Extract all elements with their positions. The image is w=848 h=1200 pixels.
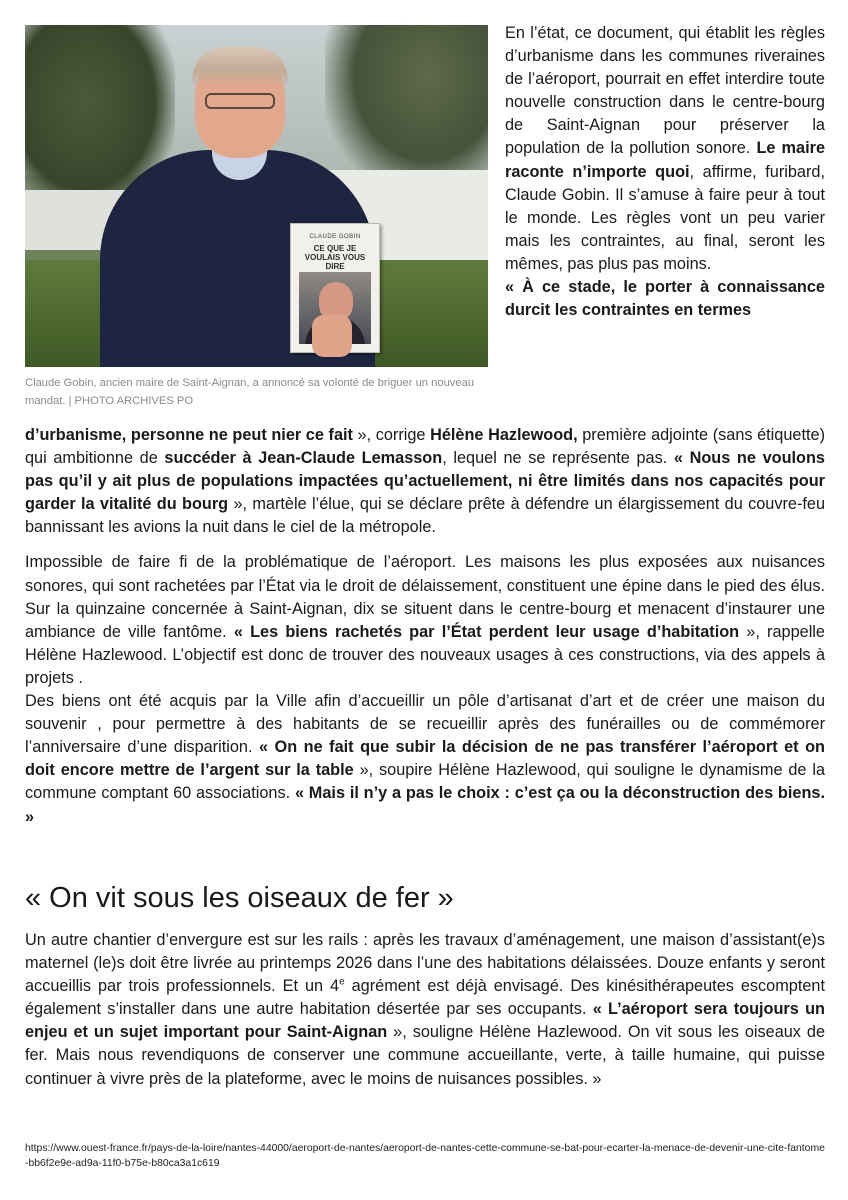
p2-text-4: », martèle l’élue, qui se déclare prête à défendre un élargissement du couvre-feu bannissant les avions la nuit dans le ciel de la métropole. [25, 495, 826, 537]
p2-text: », corrige [352, 426, 431, 444]
paragraph-2 [25, 424, 825, 539]
p5-quote: « L’aéroport sera toujours un enjeu et un sujet important pour Saint-Aignan [25, 1000, 825, 1042]
p1-text: En l’état, ce document, qui établit les règles d’urbanisme dans les communes riveraines de l’aéroport, pourrait en effet interdire toute nouvelle construction dans le centre-bourg de Saint-Aignan pour préserver la population de la pollution sonore. [505, 24, 825, 158]
p1-quote: Le maire raconte n’importe quoi [505, 139, 825, 181]
right-column-text [505, 22, 825, 322]
person-glasses [205, 93, 275, 109]
paragraph-3 [25, 551, 825, 690]
photo-person [100, 45, 375, 367]
person-name: Hélène Hazlewood, [430, 426, 578, 444]
p4-text: Des biens ont été acquis par la Ville afin d’accueillir un pôle d’artisanat d’art et de créer une maison du souvenir , pour permettre à des habitants de se recueillir après des funérailles ou de commémorer l’anniversaire d’une disparition. [25, 692, 825, 757]
paragraph-2-start [505, 276, 825, 322]
p4-quote-2: « Mais il n’y a pas le choix : c’est ça ou la déconstruction des biens. » [25, 784, 825, 826]
p2-text-2: première adjointe (sans étiquette) qui ambitionne de [25, 426, 825, 468]
person-hand [312, 315, 352, 357]
source-url[interactable]: https://www.ouest-france.fr/pays-de-la-loire/nantes-44000/aeroport-de-nantes/aeroport-de-nantes-cette-commune-se-bat-pour-ecarter-la-menace-de-devenir-une-cite-fantome-bb6f2e9e-ad9a-11f0-b75e-b80ca3a1c619 [25, 1143, 825, 1169]
photo-caption: Claude Gobin, ancien maire de Saint-Aignan, a annoncé sa volonté de briguer un nouveau mandat. | PHOTO ARCHIVES PO [25, 377, 475, 407]
paragraph-1 [505, 22, 825, 276]
section-2-text [25, 929, 825, 1091]
p3-text-end: », rappelle Hélène Hazlewood. L’objectif est donc de trouver des nouveaux usages à ces constructions, via des appels à projets . [25, 622, 825, 687]
p4-text-2: », soupire Hélène Hazlewood, qui souligne le dynamisme de la commune comptant 60 associations. [25, 761, 825, 803]
paragraph-4 [25, 690, 825, 829]
person-hair [192, 47, 288, 87]
book-title: CE QUE JE VOULAIS VOUS DIRE [304, 244, 366, 271]
p4-quote: « On ne fait que subir la décision de ne pas transférer l’aéroport et on doit encore mettre de l’argent sur la table [25, 738, 825, 780]
p2-quote-end: d’urbanisme, personne ne peut nier ce fait [25, 426, 353, 444]
body-text [25, 424, 825, 829]
p2-quote-2: « Nous ne voulons pas qu’il y ait plus de populations impactées qu’actuellement, ni être limités dans nos capacités pour garder la vitalité du bourg [25, 449, 825, 514]
p2-text-3: , lequel ne se représente pas. [442, 449, 674, 468]
p2-quote-start: « À ce stade, le porter à connaissance durcit les contraintes en termes [505, 278, 825, 320]
book-author: CLAUDE GOBIN [309, 234, 361, 240]
paragraph-5 [25, 929, 825, 1091]
p5-text-2: agrément est déjà envisagé. Des kinésithérapeutes escomptent également s’installer dans une autre habitation désertée par ses occupants. [25, 977, 825, 1019]
p1-text-end: , affirme, furibard, Claude Gobin. Il s’amuse à faire peur à tout le monde. Les règles vont un peu varier mais les contraintes, au final, seront les mêmes, pas plus pas moins. [505, 162, 825, 273]
section-heading: « On vit sous les oiseaux de fer » [25, 882, 454, 914]
article-photo [25, 25, 488, 367]
p5-text: Un autre chantier d’envergure est sur les rails : après les travaux d’aménagement, une maison d’assistant(e)s maternel (le)s doit être livrée au printemps 2026 dans l’une des habitations délaissées. Douze enfants y seront accueillis par trois professionnels. Et un 4 [25, 931, 825, 996]
p3-text: Impossible de faire fi de la problématique de l’aéroport. Les maisons les plus exposées aux nuisances sonores, qui sont rachetées par l’État via le droit de délaissement, constituent une épine dans le pied des élus. Sur la quinzaine concernée à Saint-Aignan, dix se situent dans le centre-bourg et menacent d’instaurer une ambiance de ville fantôme. [25, 553, 825, 641]
p2-emphasis: succéder à Jean-Claude Lemasson [164, 449, 443, 468]
p3-quote: « Les biens rachetés par l’État perdent leur usage d’habitation [233, 622, 740, 641]
p5-text-end: », souligne Hélène Hazlewood. On vit sous les oiseaux de fer. Mais nous revendiquons de conserver une commune accueillante, verte, à taille humaine, qui puisse continuer à vivre près de la plateforme, avec le moins de nuisances possibles. » [25, 1023, 825, 1088]
ordinal-superscript: e [339, 976, 345, 988]
